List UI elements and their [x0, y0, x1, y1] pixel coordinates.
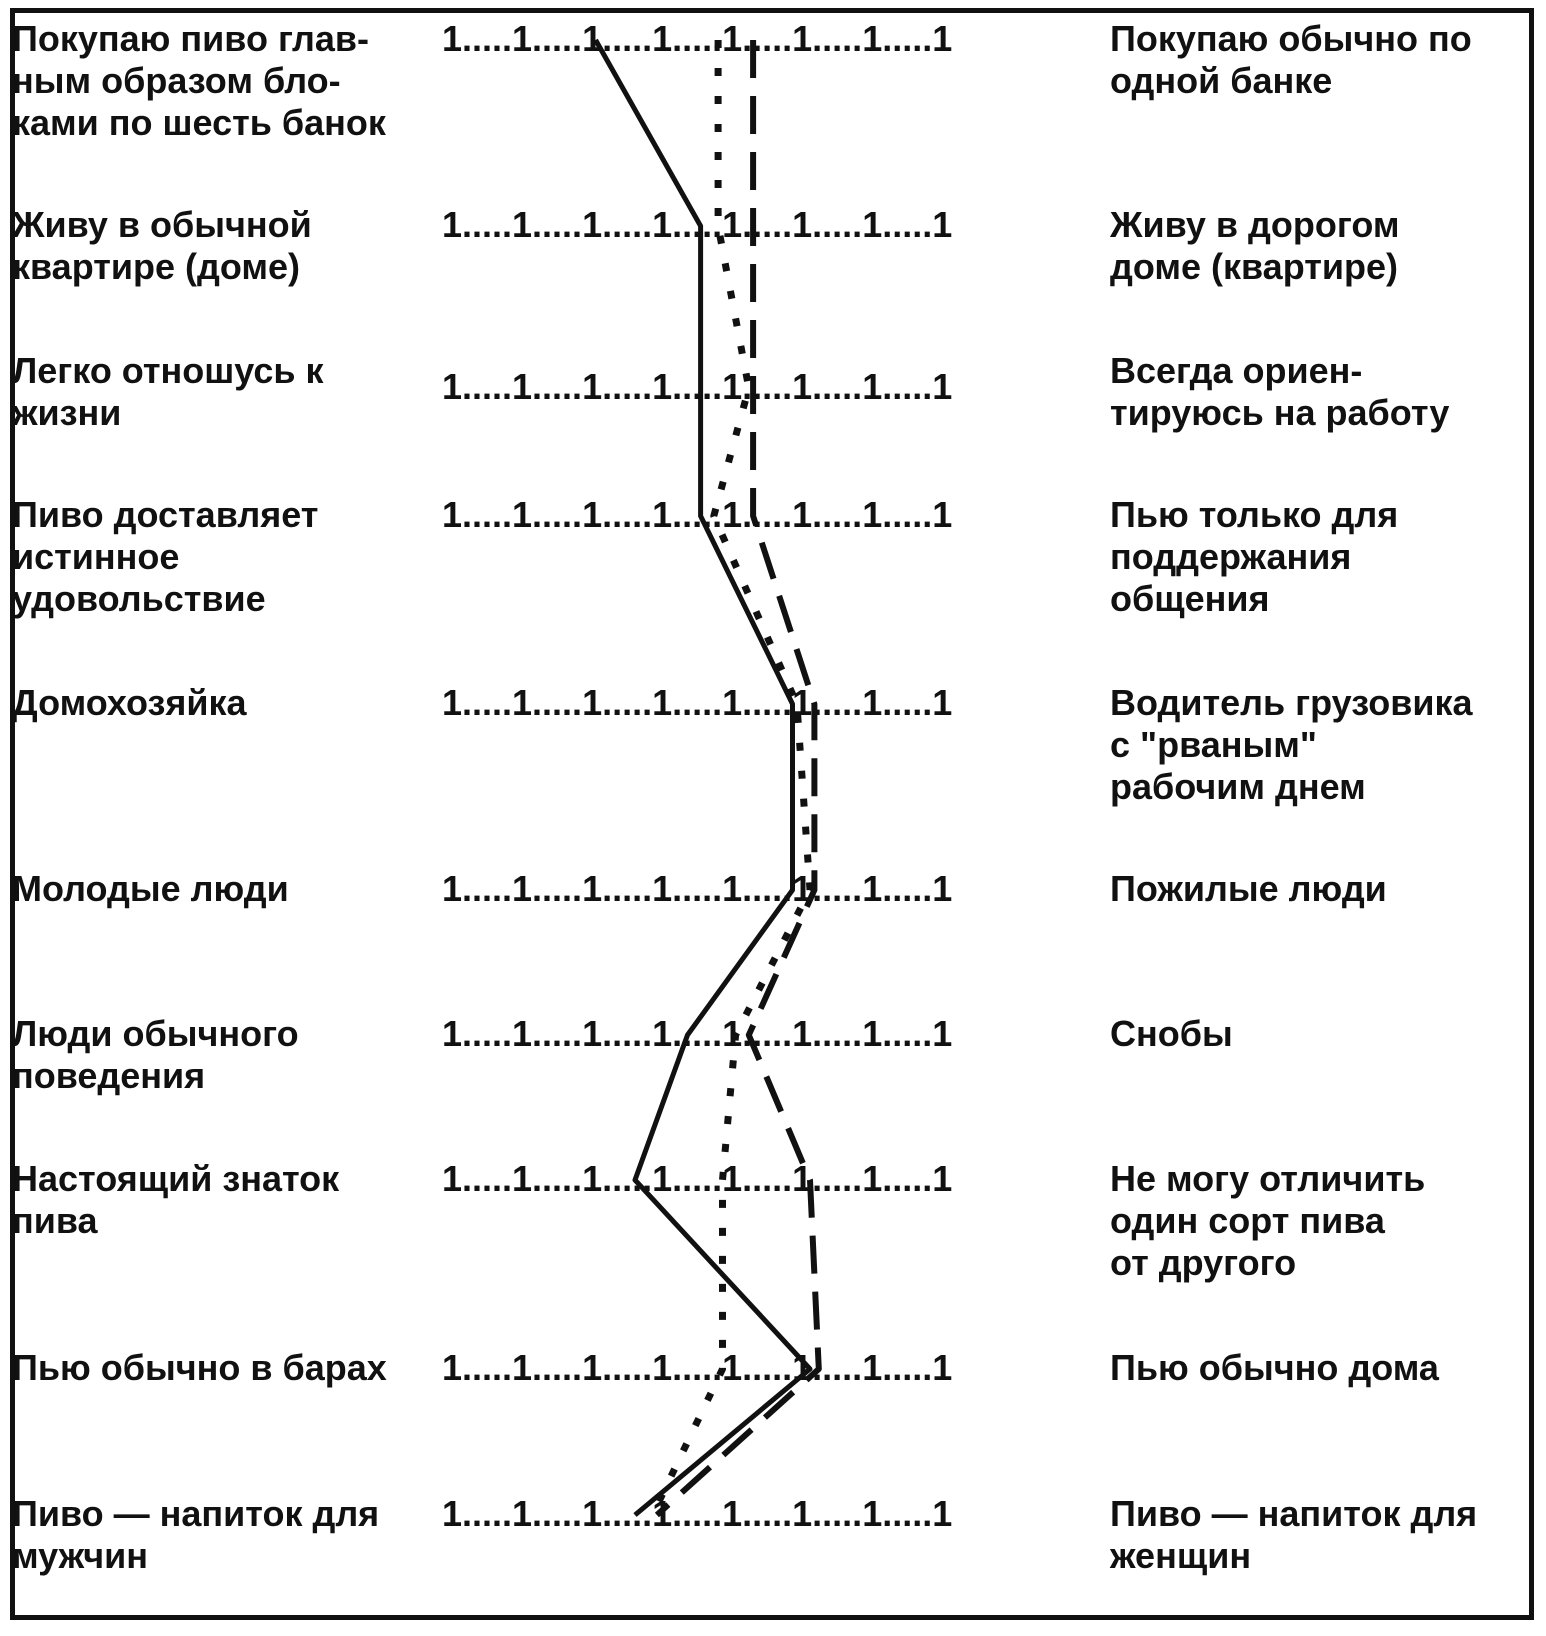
left-label-4: Пиво доставляет истинное удовольствие [12, 494, 319, 619]
scale-8: 1.....1.....1.....1.....1.....1.....1.....1 [442, 1158, 953, 1199]
scale-4: 1.....1.....1.....1.....1.....1.....1.....1 [442, 494, 953, 535]
scale-6: 1.....1.....1.....1.....1.....1.....1.....1 [442, 868, 953, 909]
left-label-9: Пью обычно в барах [12, 1347, 387, 1388]
right-label-9: Пью обычно дома [1110, 1347, 1439, 1388]
right-label-6: Пожилые люди [1110, 868, 1387, 909]
left-label-5: Домохозяйка [12, 682, 247, 723]
right-label-5: Водитель грузовика с "рваным" рабочим днем [1110, 682, 1473, 807]
scale-7: 1.....1.....1.....1.....1.....1.....1.....1 [442, 1013, 953, 1054]
left-label-7: Люди обычного поведения [12, 1013, 299, 1096]
left-label-3: Легко отношусь к жизни [12, 350, 324, 433]
right-label-2: Живу в дорогом доме (квартире) [1110, 204, 1400, 287]
series-dotted-line [653, 40, 811, 1515]
series-solid-line [596, 40, 810, 1515]
right-label-10: Пиво — напиток для женщин [1110, 1493, 1478, 1576]
right-label-8: Не могу отличить один сорт пива от другого [1110, 1158, 1426, 1283]
right-label-4: Пью только для поддержания общения [1110, 494, 1399, 619]
scale-9: 1.....1.....1.....1.....1.....1.....1.....1 [442, 1347, 953, 1388]
left-label-2: Живу в обычной квартире (доме) [12, 204, 312, 287]
left-label-10: Пиво — напиток для мужчин [12, 1493, 380, 1576]
left-label-8: Настоящий знаток пива [12, 1158, 340, 1241]
left-label-6: Молодые люди [12, 868, 289, 909]
scale-10: 1.....1.....1.....1.....1.....1.....1.....1 [442, 1493, 953, 1534]
right-label-7: Снобы [1110, 1013, 1233, 1054]
scale-5: 1.....1.....1.....1.....1.....1.....1.....1 [442, 682, 953, 723]
scale-1: 1.....1.....1.....1.....1.....1.....1.....1 [442, 18, 953, 59]
right-label-1: Покупаю обычно по одной банке [1110, 18, 1472, 101]
left-label-1: Покупаю пиво глав- ным образом бло- ками по шесть банок [12, 18, 386, 143]
right-label-3: Всегда ориен- тируюсь на работу [1110, 350, 1450, 433]
scale-3: 1.....1.....1.....1.....1.....1.....1.....1 [442, 366, 953, 407]
scale-2: 1.....1.....1.....1.....1.....1.....1.....1 [442, 204, 953, 245]
